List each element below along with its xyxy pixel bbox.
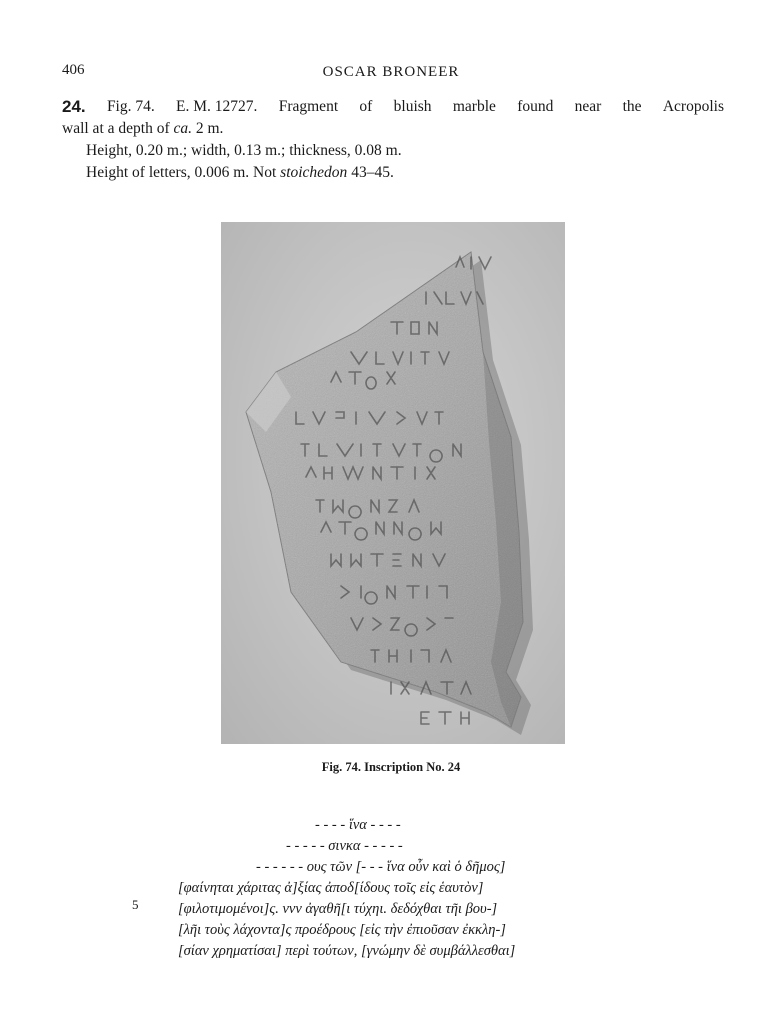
inscription-line: - - - - - σινκα - - - - - (286, 838, 403, 854)
entry-word: marble (452, 98, 496, 115)
entry-location-line (62, 118, 724, 140)
lines-ref: 43–45. (347, 164, 394, 181)
inscription-line: [λῆι τοὺς λάχοντα]ς προέδρους [εἰς τὴν ἐπιοῦσαν ἐκκλη-] (178, 922, 506, 938)
circa-abbrev: ca. (173, 120, 192, 137)
dimensions-line: Height, 0.20 m.; width, 0.13 m.; thickness, 0.08 m. (86, 142, 402, 159)
entry-word: Fragment (278, 98, 339, 115)
figure-caption: Fig. 74. Inscription No. 24 (321, 760, 461, 774)
depth-text: 2 m. (192, 120, 224, 137)
entry-word: of (359, 98, 373, 115)
entry-number: 24. (62, 97, 86, 116)
page-number: 406 (62, 62, 85, 78)
entry-word: E. M. 12727. (176, 98, 258, 115)
entry-word: the (622, 98, 642, 115)
inscription-text (150, 815, 590, 962)
catalogue-entry (62, 96, 724, 184)
inscription-line: - - - - ἵνα - - - - (315, 817, 401, 833)
location-text: wall at a depth of (62, 120, 174, 137)
entry-word: near (574, 98, 602, 115)
entry-word: Fig. 74. (106, 98, 155, 115)
entry-word: bluish (393, 98, 432, 115)
inscription-line: [φιλοτιμομένοι]ς. vvv ἀγαθῆ[ι τύχηι. δεδόχθαι τῆι βου-] (178, 901, 498, 917)
inscription-line: [φαίνηται χάριτας ἀ]ξίας ἀποδ[ίδους τοῖς εἰς ἑαυτὸν] (178, 880, 484, 896)
entry-first-line (62, 96, 724, 118)
entry-word: Acropolis (662, 98, 724, 115)
inscription-line: - - - - - - ους τῶν [- - - ἵνα οὖν καὶ ὁ δῆμος] (256, 859, 506, 875)
marble-fragment-image (221, 222, 565, 744)
inscription-line: [σίαν χρηματίσαι] περὶ τούτων, [γνώμην δὲ συμβάλλεσθαι] (178, 943, 516, 959)
stoichedon-term: stoichedon (280, 164, 348, 181)
letters-line (62, 162, 724, 184)
entry-word: found (517, 98, 554, 115)
letter-height-text: Height of letters, 0.006 m. Not (86, 164, 281, 181)
inscription-photo (221, 222, 565, 744)
running-head: OSCAR BRONEER (322, 64, 460, 80)
line-number: 5 (132, 897, 139, 912)
